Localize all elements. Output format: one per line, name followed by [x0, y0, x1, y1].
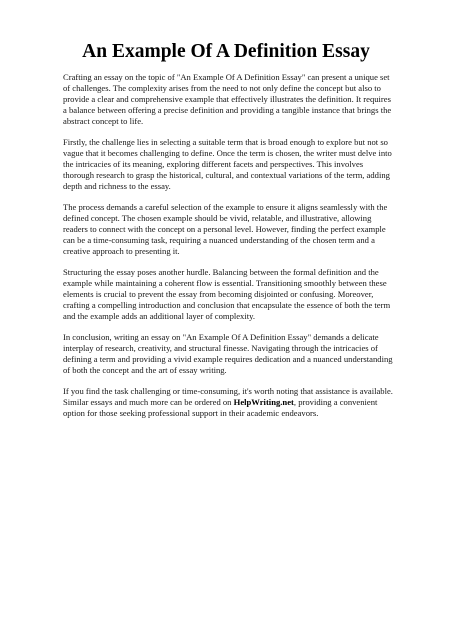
paragraph-intro: Crafting an essay on the topic of "An Example Of A Definition Essay" can present a unique set of challenges. The complexity arises from the need to not only define the concept but also to provide a clear and comprehensive example that effectively illustrates the definition. It requires a balance between offering a precise definition and providing a tangible instance that brings the abstract concept to life. — [63, 72, 392, 126]
closing-text-before: If you find the task challenging or time-consuming, it's worth noting that assistance is available. Similar essays and much more can be ordered on — [63, 386, 393, 408]
paragraph-structure: Structuring the essay poses another hurdle. Balancing between the formal definition and the example while maintaining a coherent flow is essential. Transitioning smoothly between these elements is crucial to prevent the essay from becoming disjointed or confusing. Moreover, crafting a compelling introduction and conclusion that encapsulate the essence of both the term and the example adds an additional layer of complexity. — [63, 267, 391, 321]
closing-text-after: , providing a convenient option for those seeking professional support in their academic endeavors. — [63, 397, 378, 419]
paragraph-term-selection: Firstly, the challenge lies in selecting a suitable term that is broad enough to explore but not so vague that it becomes challenging to define. Once the term is chosen, the writer must delve into the intricacies of its meaning, exploring different facets and perspectives. This involves thorough research to grasp the historical, cultural, and contextual variations of the term, adding depth and richness to the essay. — [63, 137, 392, 191]
helpwriting-link[interactable]: HelpWriting.net — [233, 397, 294, 408]
paragraph-conclusion: In conclusion, writing an essay on "An Example Of A Definition Essay" demands a delicate interplay of research, creativity, and structural finesse. Navigating through the intricacies of defining a term and providing a vivid example requires dedication and a nuanced understanding of both the concept and the art of essay writing. — [63, 332, 393, 375]
paragraph-closing — [63, 386, 395, 419]
document-body — [63, 72, 395, 429]
document-title: An Example Of A Definition Essay — [82, 41, 370, 62]
paragraph-example-selection: The process demands a careful selection of the example to ensure it aligns seamlessly with the defined concept. The chosen example should be vivid, relatable, and illustrative, allowing readers to connect with the concept on a personal level. However, finding the perfect example can be a time-consuming task, requiring a nuanced understanding of the chosen term and a creative approach to presenting it. — [63, 202, 388, 256]
